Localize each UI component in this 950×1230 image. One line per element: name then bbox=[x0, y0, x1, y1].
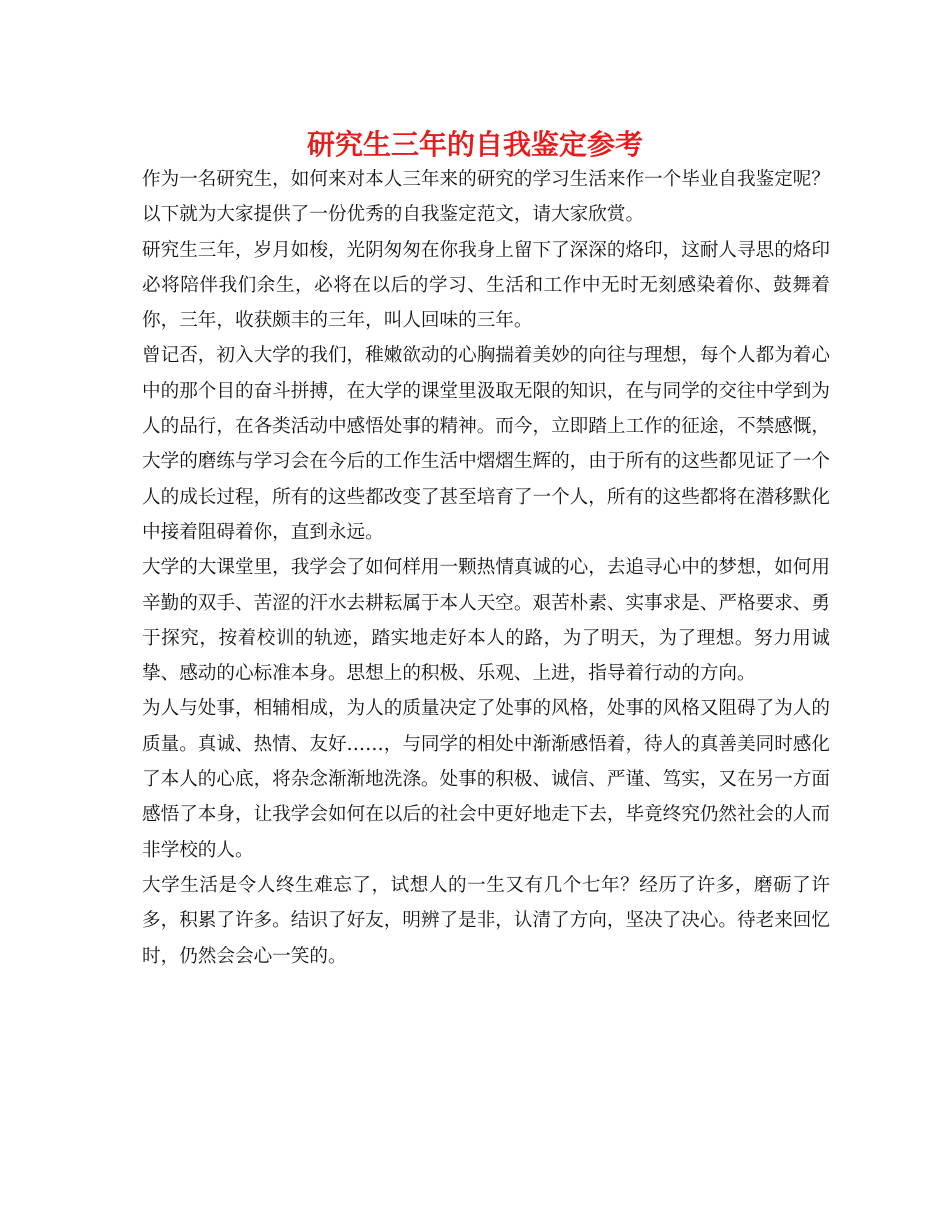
paragraph-memories: 曾记否，初入大学的我们，稚嫩欲动的心胸揣着美妙的向往与理想，每个人都为着心中的那个目的奋斗拼搏，在大学的课堂里汲取无限的知识，在与同学的交往中学到为人的品行，在各类活动中感悟处事的精神。而今，立即踏上工作的征途，不禁感慨，大学的磨练与学习会在今后的工作生活中熠熠生辉的，由于所有的这些都见证了一个人的成长过程，所有的这些都改变了甚至培育了一个人，所有的这些都将在潜移默化中接着阻碍着你，直到永远。 bbox=[142, 345, 830, 543]
document-body bbox=[142, 162, 830, 974]
paragraph-conduct: 为人与处事，相辅相成，为人的质量决定了处事的风格，处事的风格又阻碍了为人的质量。真诚、热情、友好……，与同学的相处中渐渐感悟着，待人的真善美同时感化了本人的心底，将杂念渐渐地洗涤。处事的积极、诚信、严谨、笃实，又在另一方面感悟了本身，让我学会如何在以后的社会中更好地走下去，毕竟终究仍然社会的人而非学校的人。 bbox=[142, 698, 830, 861]
document-title: 研究生三年的自我鉴定参考 bbox=[306, 128, 643, 161]
paragraph-classroom: 大学的大课堂里，我学会了如何样用一颗热情真诚的心，去追寻心中的梦想，如何用辛勤的双手、苦涩的汗水去耕耘属于本人天空。艰苦朴素、实事求是、严格要求、勇于探究，按着校训的轨迹，踏实地走好本人的路，为了明天，为了理想。努力用诚挚、感动的心标准本身。思想上的积极、乐观、上进，指导着行动的方向。 bbox=[142, 557, 830, 685]
paragraph-intro: 作为一名研究生，如何来对本人三年来的研究的学习生活来作一个毕业自我鉴定呢？以下就为大家提供了一份优秀的自我鉴定范文，请大家欣赏。 bbox=[142, 169, 830, 226]
paragraph-three-years: 研究生三年，岁月如梭，光阴匆匆在你我身上留下了深深的烙印，这耐人寻思的烙印必将陪伴我们余生，必将在以后的学习、生活和工作中无时无刻感染着你、鼓舞着你，三年，收获颇丰的三年，叫人回味的三年。 bbox=[142, 239, 830, 332]
paragraph-conclusion: 大学生活是令人终生难忘了，试想人的一生又有几个七年？经历了许多，磨砺了许多，积累了许多。结识了好友，明辨了是非，认清了方向，坚决了决心。待老来回忆时，仍然会会心一笑的。 bbox=[142, 874, 830, 967]
